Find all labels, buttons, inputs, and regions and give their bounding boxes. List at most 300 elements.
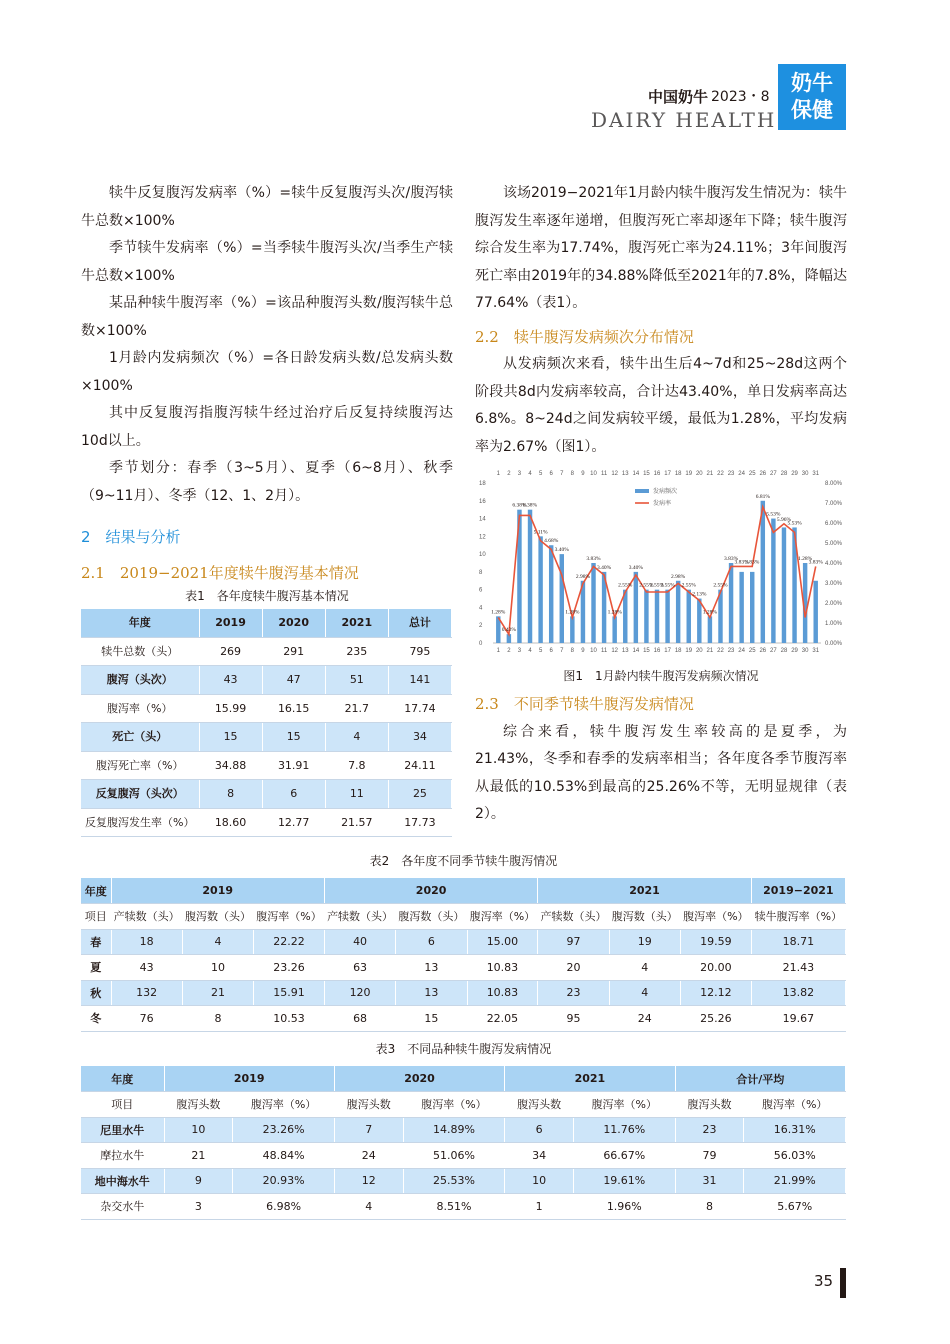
data-label: 1.28% [607,609,622,616]
x-tick-label: 20 [695,648,703,654]
data-label: 1.28% [491,609,506,616]
table-cell: 25 [388,780,451,809]
table-cell: 反复腹泻（头次） [81,780,199,809]
table-cell: 76 [111,1006,182,1032]
y-left-tick-label: 2 [479,623,483,630]
table-cell: 22.22 [254,929,325,955]
table-cell: 产犊数（头） [111,904,182,930]
x-tick-label: 14 [632,648,640,654]
table-cell: 16.15 [262,694,325,723]
x-tick-label: 4 [528,648,532,654]
y-right-tick-label: 6.00% [825,521,843,527]
data-label: 5.11% [533,529,548,536]
table-cell: 10 [182,955,253,981]
data-label: 0.43% [501,627,516,634]
table-cell: 总计 [388,609,451,637]
table-cell: 冬 [81,1006,111,1032]
data-label: 2.98% [671,573,686,580]
chart-bar [739,572,743,643]
x-top-tick-label: 17 [664,471,671,477]
table-cell: 2019−2021 [751,878,845,904]
x-tick-label: 15 [643,648,650,654]
x-top-tick-label: 10 [590,471,597,477]
x-top-tick-label: 25 [748,471,756,477]
table-cell: 尼里水牛 [81,1117,164,1143]
y-left-tick-label: 14 [479,516,486,523]
x-tick-label: 16 [653,648,661,654]
chart-bar [549,545,553,643]
table-cell: 95 [538,1006,609,1032]
journal-english-title: DAIRY HEALTH [591,108,777,132]
table-cell: 杂交水牛 [81,1194,164,1220]
chart-svg [475,467,847,667]
table-cell: 13.82 [751,980,845,1006]
table-cell: 10.83 [467,980,538,1006]
table-cell: 79 [675,1143,744,1169]
table-cell: 产犊数（头） [324,904,395,930]
table-cell: 23 [538,980,609,1006]
table-cell: 腹泻头数 [505,1092,574,1118]
x-tick-label: 30 [801,648,809,654]
y-right-tick-label: 3.00% [825,581,843,587]
table2-block [81,852,846,1032]
table-cell: 10 [505,1168,574,1194]
table-cell: 63 [324,955,395,981]
table-subheader-row [81,904,846,930]
y-right-tick-label: 2.00% [825,601,843,607]
x-tick-label: 29 [791,648,798,654]
figure1-caption: 图1 1月龄内犊牛腹泻发病频次情况 [563,669,759,683]
table-cell: 19.61% [574,1168,676,1194]
issue-number: 2023・8 [711,89,770,105]
data-label: 2.55% [681,582,696,589]
table-header-row [81,1066,846,1092]
table-row [81,751,452,780]
table-cell: 腹泻率（%） [403,1092,505,1118]
table-cell: 24.11 [388,751,451,780]
chart-bar [538,536,542,643]
table-cell: 291 [262,637,325,666]
table-cell: 6 [262,780,325,809]
table-cell: 51.06% [403,1143,505,1169]
chart-bar [665,590,669,643]
legend-swatch-bar [635,489,649,493]
x-tick-label: 19 [685,648,693,654]
table-cell: 21.43 [751,955,845,981]
section-badge [778,64,846,130]
table-row [81,1117,846,1143]
x-top-tick-label: 20 [695,471,703,477]
table-cell: 3 [164,1194,233,1220]
y-right-tick-label: 0.00% [825,641,843,647]
table-cell: 795 [388,637,451,666]
data-label: 3.40% [628,564,643,571]
x-tick-label: 31 [812,648,820,654]
formula-breed-rate: 某品种犊牛腹泻率（%）=该品种腹泻头数/腹泻犊牛总数×100% [81,295,453,339]
table-cell: 48.84% [233,1143,335,1169]
table-cell: 犊牛总数（头） [81,637,199,666]
table-cell: 20.00 [680,955,751,981]
x-tick-label: 17 [664,648,671,654]
x-top-tick-label: 30 [801,471,809,477]
table-cell: 1.96% [574,1194,676,1220]
season-paragraph: 综合来看，犊牛腹泻发生率较高的是夏季，为21.43%，冬季和春季的发病率相当；各年度各季节腹泻率从最低的10.53%到最高的25.26%不等，无明显规律（表2）。 [475,723,847,822]
table-cell: 132 [111,980,182,1006]
x-tick-label: 9 [581,648,585,654]
x-top-tick-label: 16 [653,471,661,477]
table-row [81,929,846,955]
y-left-tick-label: 12 [479,534,486,541]
table-cell: 25.53% [403,1168,505,1194]
table-cell: 2019 [199,609,262,637]
table-row [81,780,452,809]
table-cell: 18.60 [199,808,262,837]
x-top-tick-label: 11 [600,471,608,477]
heading-2-3: 2.3 不同季节犊牛腹泻发病情况 [475,695,694,713]
table3 [81,1066,846,1220]
data-label: 3.83% [723,556,739,562]
data-label: 3.83% [745,559,760,566]
chart-bar [687,590,691,643]
table-cell: 4 [609,955,680,981]
x-tick-label: 1 [496,648,500,654]
table-cell: 腹泻（头次） [81,666,199,695]
y-left-tick-label: 18 [479,481,486,487]
table-cell: 15.99 [199,694,262,723]
table-cell: 56.03% [744,1143,846,1169]
season-definition: 季节划分：春季（3~5月）、夏季（6~8月）、秋季（9~11月）、冬季（12、1、2月）。 [81,460,453,504]
heading-results: 2 结果与分析 [81,528,181,546]
table-cell: 14.89% [403,1117,505,1143]
data-label: 5.53% [766,511,781,518]
y-left-tick-label: 10 [479,552,486,559]
table-cell: 13 [396,980,467,1006]
table-cell: 8 [182,1006,253,1032]
x-top-tick-label: 22 [717,471,724,477]
table-cell: 15 [262,723,325,752]
x-top-tick-label: 23 [727,471,735,477]
data-label: 2.55% [713,582,728,589]
x-top-tick-label: 21 [706,471,714,477]
table-cell: 腹泻率（%） [233,1092,335,1118]
figure1-chart [475,467,847,667]
table-row [81,1143,846,1169]
table-cell: 11 [325,780,388,809]
chart-bar [761,501,765,643]
summary-paragraph: 该场2019−2021年1月龄内犊牛腹泻发生情况为：犊牛腹泻发生率逐年递增，但腹泻死亡率却逐年下降；犊牛腹泻综合发生率为17.74%，腹泻死亡率为24.11%；3年间腹泻死亡率由2019年的34.88%降低至2021年的7.8%，降幅达77.64%（表1）。 [475,185,847,311]
x-tick-label: 24 [738,648,745,654]
y-right-tick-label: 4.00% [825,561,843,567]
table-cell: 犊牛腹泻率（%） [751,904,845,930]
table-cell: 66.67% [574,1143,676,1169]
y-right-tick-label: 7.00% [825,501,843,507]
table-row [81,694,452,723]
table-cell: 15.91 [254,980,325,1006]
table-cell: 68 [324,1006,395,1032]
x-tick-label: 12 [611,648,619,654]
table-cell: 合计/平均 [675,1066,845,1092]
table-cell: 23 [675,1117,744,1143]
repeat-definition: 其中反复腹泻指腹泻犊牛经过治疗后反复持续腹泻达10d以上。 [81,405,453,449]
x-top-tick-label: 12 [611,471,619,477]
table-cell: 2020 [334,1066,504,1092]
chart-bar [634,572,638,643]
chart-bar [612,616,616,643]
table-row [81,808,452,837]
data-label: 1.28% [565,609,580,616]
x-top-tick-label: 14 [632,471,640,477]
table-cell: 死亡（头） [81,723,199,752]
table1 [81,609,452,837]
table-cell: 12.77 [262,808,325,837]
table-cell: 8.51% [403,1194,505,1220]
table-cell: 腹泻率（%） [680,904,751,930]
table-cell: 项目 [81,904,111,930]
formula-frequency: 1月龄内发病频次（%）=各日龄发病头数/总发病头数×100% [81,350,453,394]
table-cell: 21 [164,1143,233,1169]
table-cell: 2019 [111,878,324,904]
table-cell: 腹泻头数 [675,1092,744,1118]
table-cell: 6 [505,1117,574,1143]
table-cell: 摩拉水牛 [81,1143,164,1169]
x-top-tick-label: 1 [496,471,500,477]
table-cell: 31 [675,1168,744,1194]
table-cell: 腹泻数（头） [609,904,680,930]
table-cell: 43 [199,666,262,695]
data-label: 3.83% [586,556,601,562]
data-label: 3.40% [554,547,569,554]
table-cell: 43 [111,955,182,981]
x-top-tick-label: 31 [812,471,820,477]
table-cell: 年度 [81,1066,164,1092]
chart-bar [708,616,712,643]
y-left-tick-label: 6 [479,587,483,594]
table-cell: 4 [182,929,253,955]
chart-bar [676,581,680,643]
table-cell: 21 [182,980,253,1006]
chart-bar [591,563,595,643]
table-cell: 21.7 [325,694,388,723]
table-cell: 10.53 [254,1006,325,1032]
x-tick-label: 22 [717,648,724,654]
table-cell: 4 [325,723,388,752]
x-tick-label: 23 [727,648,735,654]
y-right-tick-label: 5.00% [825,541,843,547]
chart-bar [729,563,733,643]
table-cell: 腹泻数（头） [396,904,467,930]
table-cell: 19.67 [751,1006,845,1032]
table-cell: 腹泻头数 [334,1092,403,1118]
table-cell: 7 [334,1117,403,1143]
table-cell: 19.59 [680,929,751,955]
table2-caption: 表2 各年度不同季节犊牛腹泻情况 [369,854,558,868]
y-left-tick-label: 0 [479,641,483,647]
table-row [81,1194,846,1220]
chart-bar [560,554,564,643]
data-label: 5.96% [776,516,792,523]
table-cell: 15.00 [467,929,538,955]
table-cell: 19 [609,929,680,955]
table-cell: 21.57 [325,808,388,837]
data-label: 5.53% [787,520,802,527]
table-cell: 18.71 [751,929,845,955]
table3-block [81,1040,846,1220]
table-cell: 2020 [324,878,537,904]
x-tick-label: 2 [507,648,511,654]
x-tick-label: 6 [549,648,553,654]
data-label: 1.28% [702,609,718,616]
table-cell: 141 [388,666,451,695]
table-cell: 2020 [262,609,325,637]
table-cell: 18 [111,929,182,955]
table-cell: 15 [396,1006,467,1032]
table-subheader-row [81,1092,846,1118]
table-cell: 腹泻率（%） [744,1092,846,1118]
x-top-tick-label: 29 [791,471,798,477]
chart-bar [528,510,532,643]
table-cell: 31.91 [262,751,325,780]
x-tick-label: 3 [517,648,522,654]
table-cell: 47 [262,666,325,695]
table-cell: 秋 [81,980,111,1006]
x-tick-label: 27 [770,648,777,654]
chart-bar [570,616,574,643]
table-cell: 反复腹泻发生率（%） [81,808,199,837]
table3-caption: 表3 不同品种犊牛腹泻发病情况 [375,1042,552,1056]
table-cell: 20.93% [233,1168,335,1194]
y-left-tick-label: 16 [479,498,486,505]
table-cell: 年度 [81,609,199,637]
x-tick-label: 11 [600,648,608,654]
table-cell: 16.31% [744,1117,846,1143]
x-tick-label: 10 [590,648,597,654]
x-tick-label: 25 [748,648,756,654]
table-cell: 腹泻率（%） [81,694,199,723]
table-cell: 25.26 [680,1006,751,1032]
table-cell: 17.74 [388,694,451,723]
x-tick-label: 26 [759,648,767,654]
frequency-paragraph: 从发病频次来看，犊牛出生后4~7d和25~28d这两个阶段共8d内发病率较高，合计达43.40%，单日发病率高达6.8%。8~24d之间发病较平缓，最低为1.28%，平均发病率为2.67%（图1）。 [475,356,847,455]
table-cell: 产犊数（头） [538,904,609,930]
table-cell: 120 [324,980,395,1006]
heading-2-2: 2.2 犊牛腹泻发病频次分布情况 [475,327,694,346]
table-cell: 8 [199,780,262,809]
x-top-tick-label: 5 [538,471,543,477]
table-cell: 9 [164,1168,233,1194]
table-cell: 春 [81,929,111,955]
x-top-tick-label: 28 [780,471,788,477]
data-label: 2.55% [649,582,665,589]
data-label: 2.55% [618,582,633,589]
x-top-tick-label: 9 [581,471,585,477]
formula-repeat-rate: 犊牛反复腹泻发病率（%）=犊牛反复腹泻头次/腹泻犊牛总数×100% [81,185,453,229]
y-right-tick-label: 1.00% [825,621,843,627]
table-cell: 12 [334,1168,403,1194]
x-top-tick-label: 26 [759,471,767,477]
x-tick-label: 21 [706,648,714,654]
data-label: 1.28% [798,556,813,562]
x-tick-label: 13 [621,648,629,654]
chart-bar [771,519,775,643]
heading-2-1: 2.1 2019−2021年度犊牛腹泻基本情况 [81,563,359,582]
y-right-tick-label: 8.00% [825,481,843,487]
x-top-tick-label: 4 [528,471,532,477]
chart-bar [697,599,701,643]
table-cell: 10 [164,1117,233,1143]
x-top-tick-label: 7 [560,471,564,477]
table-cell: 腹泻率（%） [254,904,325,930]
table-cell: 17.73 [388,808,451,837]
table-cell: 夏 [81,955,111,981]
x-tick-label: 28 [780,648,788,654]
table-cell: 腹泻死亡率（%） [81,751,199,780]
table-cell: 腹泻数（头） [182,904,253,930]
table1-caption: 表1 各年度犊牛腹泻基本情况 [185,589,349,603]
formula-season-rate: 季节犊牛发病率（%）=当季犊牛腹泻头次/当季生产犊牛总数×100% [81,240,453,284]
table-cell: 7.8 [325,751,388,780]
table-cell: 4 [334,1194,403,1220]
x-top-tick-label: 6 [549,471,553,477]
table-cell: 34.88 [199,751,262,780]
data-label: 3.83% [734,559,749,566]
data-label: 3.83% [808,559,823,566]
x-top-tick-label: 2 [507,471,511,477]
x-top-tick-label: 18 [674,471,682,477]
table-cell: 235 [325,637,388,666]
data-label: 6.81% [755,493,770,500]
journal-name: 中国奶牛 [648,88,709,106]
table-cell: 6.98% [233,1194,335,1220]
y-left-tick-label: 4 [479,605,483,612]
table-cell: 269 [199,637,262,666]
data-label: 2.98% [575,573,591,580]
x-top-tick-label: 8 [570,471,575,477]
table-header-row [81,609,452,637]
table-cell: 21.99% [744,1168,846,1194]
table-cell: 24 [609,1006,680,1032]
table-cell: 34 [388,723,451,752]
table-cell: 地中海水牛 [81,1168,164,1194]
table-cell: 5.67% [744,1194,846,1220]
table-cell: 13 [396,955,467,981]
table-cell: 2021 [538,878,751,904]
table-cell: 2021 [325,609,388,637]
table-cell: 2019 [164,1066,334,1092]
page-number: 35 [814,1272,834,1290]
chart-bar [782,527,786,643]
table-row [81,666,452,695]
table-cell: 20 [538,955,609,981]
x-tick-label: 18 [674,648,682,654]
x-top-tick-label: 15 [643,471,650,477]
table-cell: 97 [538,929,609,955]
table-cell: 10.83 [467,955,538,981]
section-label: 奶牛保健 [791,71,833,122]
table-cell: 8 [675,1194,744,1220]
data-label: 4.68% [544,538,559,545]
table-cell: 22.05 [467,1006,538,1032]
table-cell: 23.26 [254,955,325,981]
table-cell: 40 [324,929,395,955]
x-tick-label: 8 [570,648,575,654]
table-cell: 11.76% [574,1117,676,1143]
chart-bar [750,572,754,643]
chart-bar [813,581,817,643]
page-bar [840,1268,846,1298]
x-top-tick-label: 19 [685,471,693,477]
x-top-tick-label: 13 [621,471,629,477]
data-label: 2.13% [692,591,707,598]
